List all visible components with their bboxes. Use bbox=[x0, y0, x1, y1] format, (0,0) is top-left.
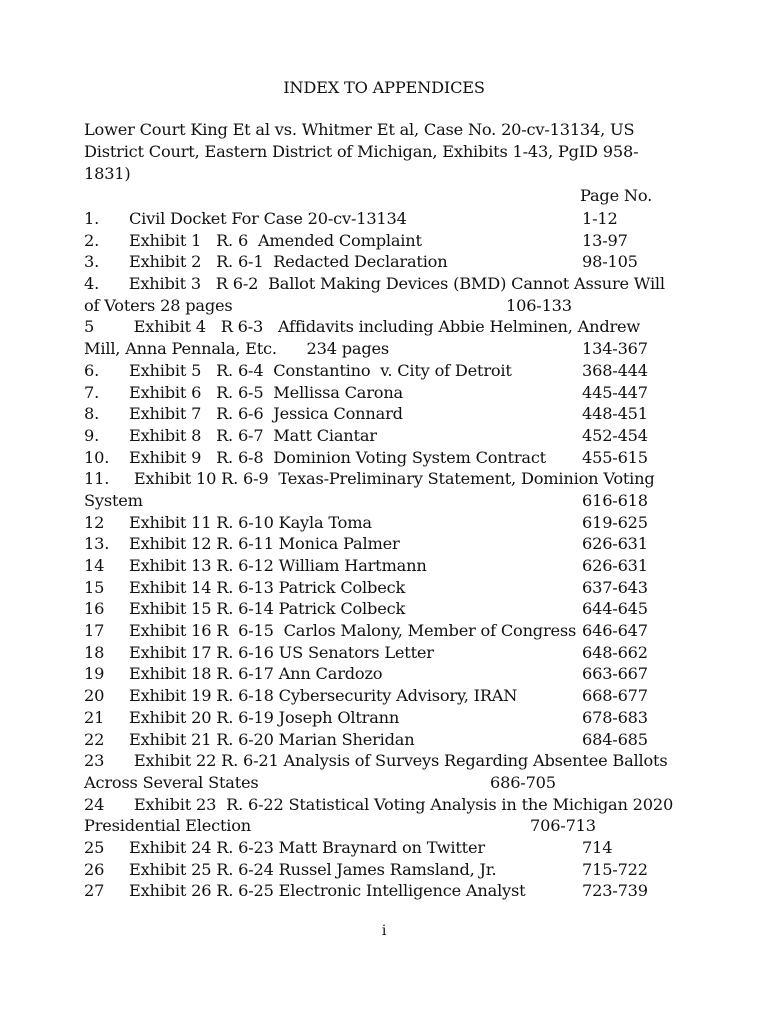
entry-number: 14 bbox=[84, 556, 105, 575]
entry-number: 26 bbox=[84, 859, 105, 879]
index-entry-line bbox=[84, 837, 684, 859]
entry-text: 23 Exhibit 22 R. 6-21 Analysis of Surveys Regarding Absentee Ballots bbox=[84, 751, 668, 771]
entry-page-range: 668-677 bbox=[582, 686, 648, 706]
entry-page-range: 723-739 bbox=[582, 881, 648, 901]
entry-description: Exhibit 1 R. 6 Amended Complaint bbox=[129, 230, 422, 250]
entry-page-range: 678-683 bbox=[582, 707, 648, 727]
entry-page-range: 106-133 bbox=[506, 295, 572, 315]
index-entry-line bbox=[84, 642, 684, 664]
entry-description: Exhibit 2 R. 6-1 Redacted Declaration bbox=[129, 252, 448, 272]
entry-description: Civil Docket For Case 20-cv-13134 bbox=[129, 209, 407, 228]
entry-page-range: 368-444 bbox=[582, 360, 648, 380]
entry-page-range: 448-451 bbox=[582, 404, 648, 424]
entry-number: 10. bbox=[84, 447, 110, 467]
entry-number: 27 bbox=[84, 881, 105, 901]
entry-page-range: 706-713 bbox=[530, 816, 596, 836]
index-entry-line bbox=[84, 251, 684, 273]
entry-number: 6. bbox=[84, 360, 100, 380]
entry-number: 17 bbox=[84, 621, 105, 641]
index-entry-line bbox=[84, 468, 684, 490]
entry-description: Exhibit 9 R. 6-8 Dominion Voting System Contract bbox=[129, 447, 546, 467]
entry-description: Exhibit 5 R. 6-4 Constantino v. City of Detroit bbox=[129, 360, 512, 380]
entry-page-range: 1-12 bbox=[582, 209, 618, 228]
entry-page-range: 646-647 bbox=[582, 621, 648, 641]
entry-page-range: 616-618 bbox=[582, 490, 648, 510]
entry-number: 12 bbox=[84, 512, 105, 532]
index-entry-line bbox=[84, 577, 684, 599]
entry-number: 3. bbox=[84, 252, 100, 272]
entry-number: 20 bbox=[84, 686, 105, 706]
index-entry-line bbox=[84, 533, 684, 555]
entry-continuation-text: Across Several States bbox=[84, 772, 259, 792]
index-entry-line bbox=[84, 729, 684, 751]
index-entry-continuation bbox=[84, 338, 684, 360]
entry-text: 24 Exhibit 23 R. 6-22 Statistical Voting Analysis in the Michigan 2020 bbox=[84, 794, 674, 814]
entry-page-range: 134-367 bbox=[582, 339, 648, 359]
entry-page-range: 686-705 bbox=[490, 772, 556, 792]
entry-description: Exhibit 16 R 6-15 Carlos Malony, Member of Congress bbox=[129, 621, 577, 641]
entry-description: Exhibit 7 R. 6-6 Jessica Connard bbox=[129, 404, 403, 424]
intro-paragraph: Lower Court King Et al vs. Whitmer Et al, Case No. 20-cv-13134, US District Court, Eastern District of Michigan, Exhibits 1-43, PgID 958-1831) bbox=[84, 120, 639, 183]
index-entry-line bbox=[84, 663, 684, 685]
entry-description: Exhibit 21 R. 6-20 Marian Sheridan bbox=[129, 729, 415, 749]
entry-description: Exhibit 19 R. 6-18 Cybersecurity Advisory, IRAN bbox=[129, 686, 518, 706]
entry-page-range: 637-643 bbox=[582, 577, 648, 597]
entry-description: Exhibit 25 R. 6-24 Russel James Ramsland, Jr. bbox=[129, 859, 497, 879]
entry-description: Exhibit 6 R. 6-5 Mellissa Carona bbox=[129, 382, 404, 402]
index-entry-line bbox=[84, 707, 684, 729]
entry-number: 16 bbox=[84, 599, 105, 619]
index-entry-line bbox=[84, 598, 684, 620]
entry-description: Exhibit 8 R. 6-7 Matt Ciantar bbox=[129, 425, 377, 445]
page-number-header: Page No. bbox=[580, 186, 653, 205]
entry-number: 18 bbox=[84, 642, 105, 662]
index-entry-line bbox=[84, 230, 684, 252]
index-entry-line bbox=[84, 208, 684, 230]
index-entry-continuation bbox=[84, 490, 684, 512]
page-title: INDEX TO APPENDICES bbox=[283, 78, 485, 97]
entry-page-range: 684-685 bbox=[582, 729, 648, 749]
index-entry-line bbox=[84, 316, 684, 338]
page-footer-number: i bbox=[381, 923, 387, 939]
index-entry-line bbox=[84, 859, 684, 881]
entry-number: 21 bbox=[84, 707, 105, 727]
entry-page-range: 644-645 bbox=[582, 599, 648, 619]
entry-text: 4. Exhibit 3 R 6-2 Ballot Making Devices (BMD) Cannot Assure Will bbox=[84, 274, 665, 294]
index-entry-line bbox=[84, 555, 684, 577]
index-entry-line bbox=[84, 880, 684, 902]
index-entry-line bbox=[84, 685, 684, 707]
entry-description: Exhibit 24 R. 6-23 Matt Braynard on Twitter bbox=[129, 837, 485, 857]
index-entry-line bbox=[84, 750, 684, 772]
index-entry-line bbox=[84, 620, 684, 642]
entry-description: Exhibit 12 R. 6-11 Monica Palmer bbox=[129, 534, 400, 554]
entry-description: Exhibit 15 R. 6-14 Patrick Colbeck bbox=[129, 599, 406, 619]
entry-page-range: 626-631 bbox=[582, 556, 648, 575]
entry-page-range: 626-631 bbox=[582, 534, 648, 554]
entry-number: 13. bbox=[84, 534, 110, 554]
index-entry-line bbox=[84, 382, 684, 404]
entry-description: Exhibit 14 R. 6-13 Patrick Colbeck bbox=[129, 577, 406, 597]
entry-page-range: 648-662 bbox=[582, 642, 648, 662]
index-entry-line bbox=[84, 512, 684, 534]
entry-number: 9. bbox=[84, 425, 100, 445]
entry-continuation-text: of Voters 28 pages bbox=[84, 295, 233, 315]
index-entry-continuation bbox=[84, 295, 684, 317]
entry-description: Exhibit 18 R. 6-17 Ann Cardozo bbox=[129, 664, 383, 684]
entry-continuation-text: Presidential Election bbox=[84, 816, 252, 836]
index-entry-line bbox=[84, 360, 684, 382]
appendix-index-list bbox=[84, 208, 684, 902]
entry-description: Exhibit 13 R. 6-12 William Hartmann bbox=[129, 556, 427, 575]
entry-page-range: 445-447 bbox=[582, 382, 648, 402]
entry-number: 15 bbox=[84, 577, 105, 597]
entry-continuation-text: Mill, Anna Pennala, Etc. 234 pages bbox=[84, 339, 390, 359]
entry-number: 19 bbox=[84, 664, 105, 684]
index-entry-line bbox=[84, 794, 684, 816]
entry-number: 7. bbox=[84, 382, 100, 402]
index-entry-line bbox=[84, 447, 684, 469]
entry-page-range: 13-97 bbox=[582, 230, 628, 250]
entry-text: 5 Exhibit 4 R 6-3 Affidavits including Abbie Helminen, Andrew bbox=[84, 317, 641, 337]
index-entry-line bbox=[84, 425, 684, 447]
index-entry-continuation bbox=[84, 815, 684, 837]
entry-number: 22 bbox=[84, 729, 105, 749]
entry-continuation-text: System bbox=[84, 490, 143, 510]
entry-text: 11. Exhibit 10 R. 6-9 Texas-Preliminary Statement, Dominion Voting bbox=[84, 469, 655, 489]
entry-number: 8. bbox=[84, 404, 100, 424]
entry-page-range: 714 bbox=[582, 837, 613, 857]
entry-page-range: 715-722 bbox=[582, 859, 648, 879]
index-entry-continuation bbox=[84, 772, 684, 794]
entry-description: Exhibit 26 R. 6-25 Electronic Intelligence Analyst bbox=[129, 881, 526, 901]
entry-page-range: 98-105 bbox=[582, 252, 638, 272]
index-entry-line bbox=[84, 273, 684, 295]
entry-page-range: 663-667 bbox=[582, 664, 648, 684]
entry-number: 1. bbox=[84, 209, 100, 228]
entry-number: 25 bbox=[84, 837, 105, 857]
entry-page-range: 455-615 bbox=[582, 447, 648, 467]
entry-description: Exhibit 20 R. 6-19 Joseph Oltrann bbox=[129, 707, 400, 727]
entry-page-range: 452-454 bbox=[582, 425, 648, 445]
index-entry-line bbox=[84, 403, 684, 425]
entry-number: 2. bbox=[84, 230, 100, 250]
entry-page-range: 619-625 bbox=[582, 512, 648, 532]
entry-description: Exhibit 11 R. 6-10 Kayla Toma bbox=[129, 512, 372, 532]
entry-description: Exhibit 17 R. 6-16 US Senators Letter bbox=[129, 642, 434, 662]
